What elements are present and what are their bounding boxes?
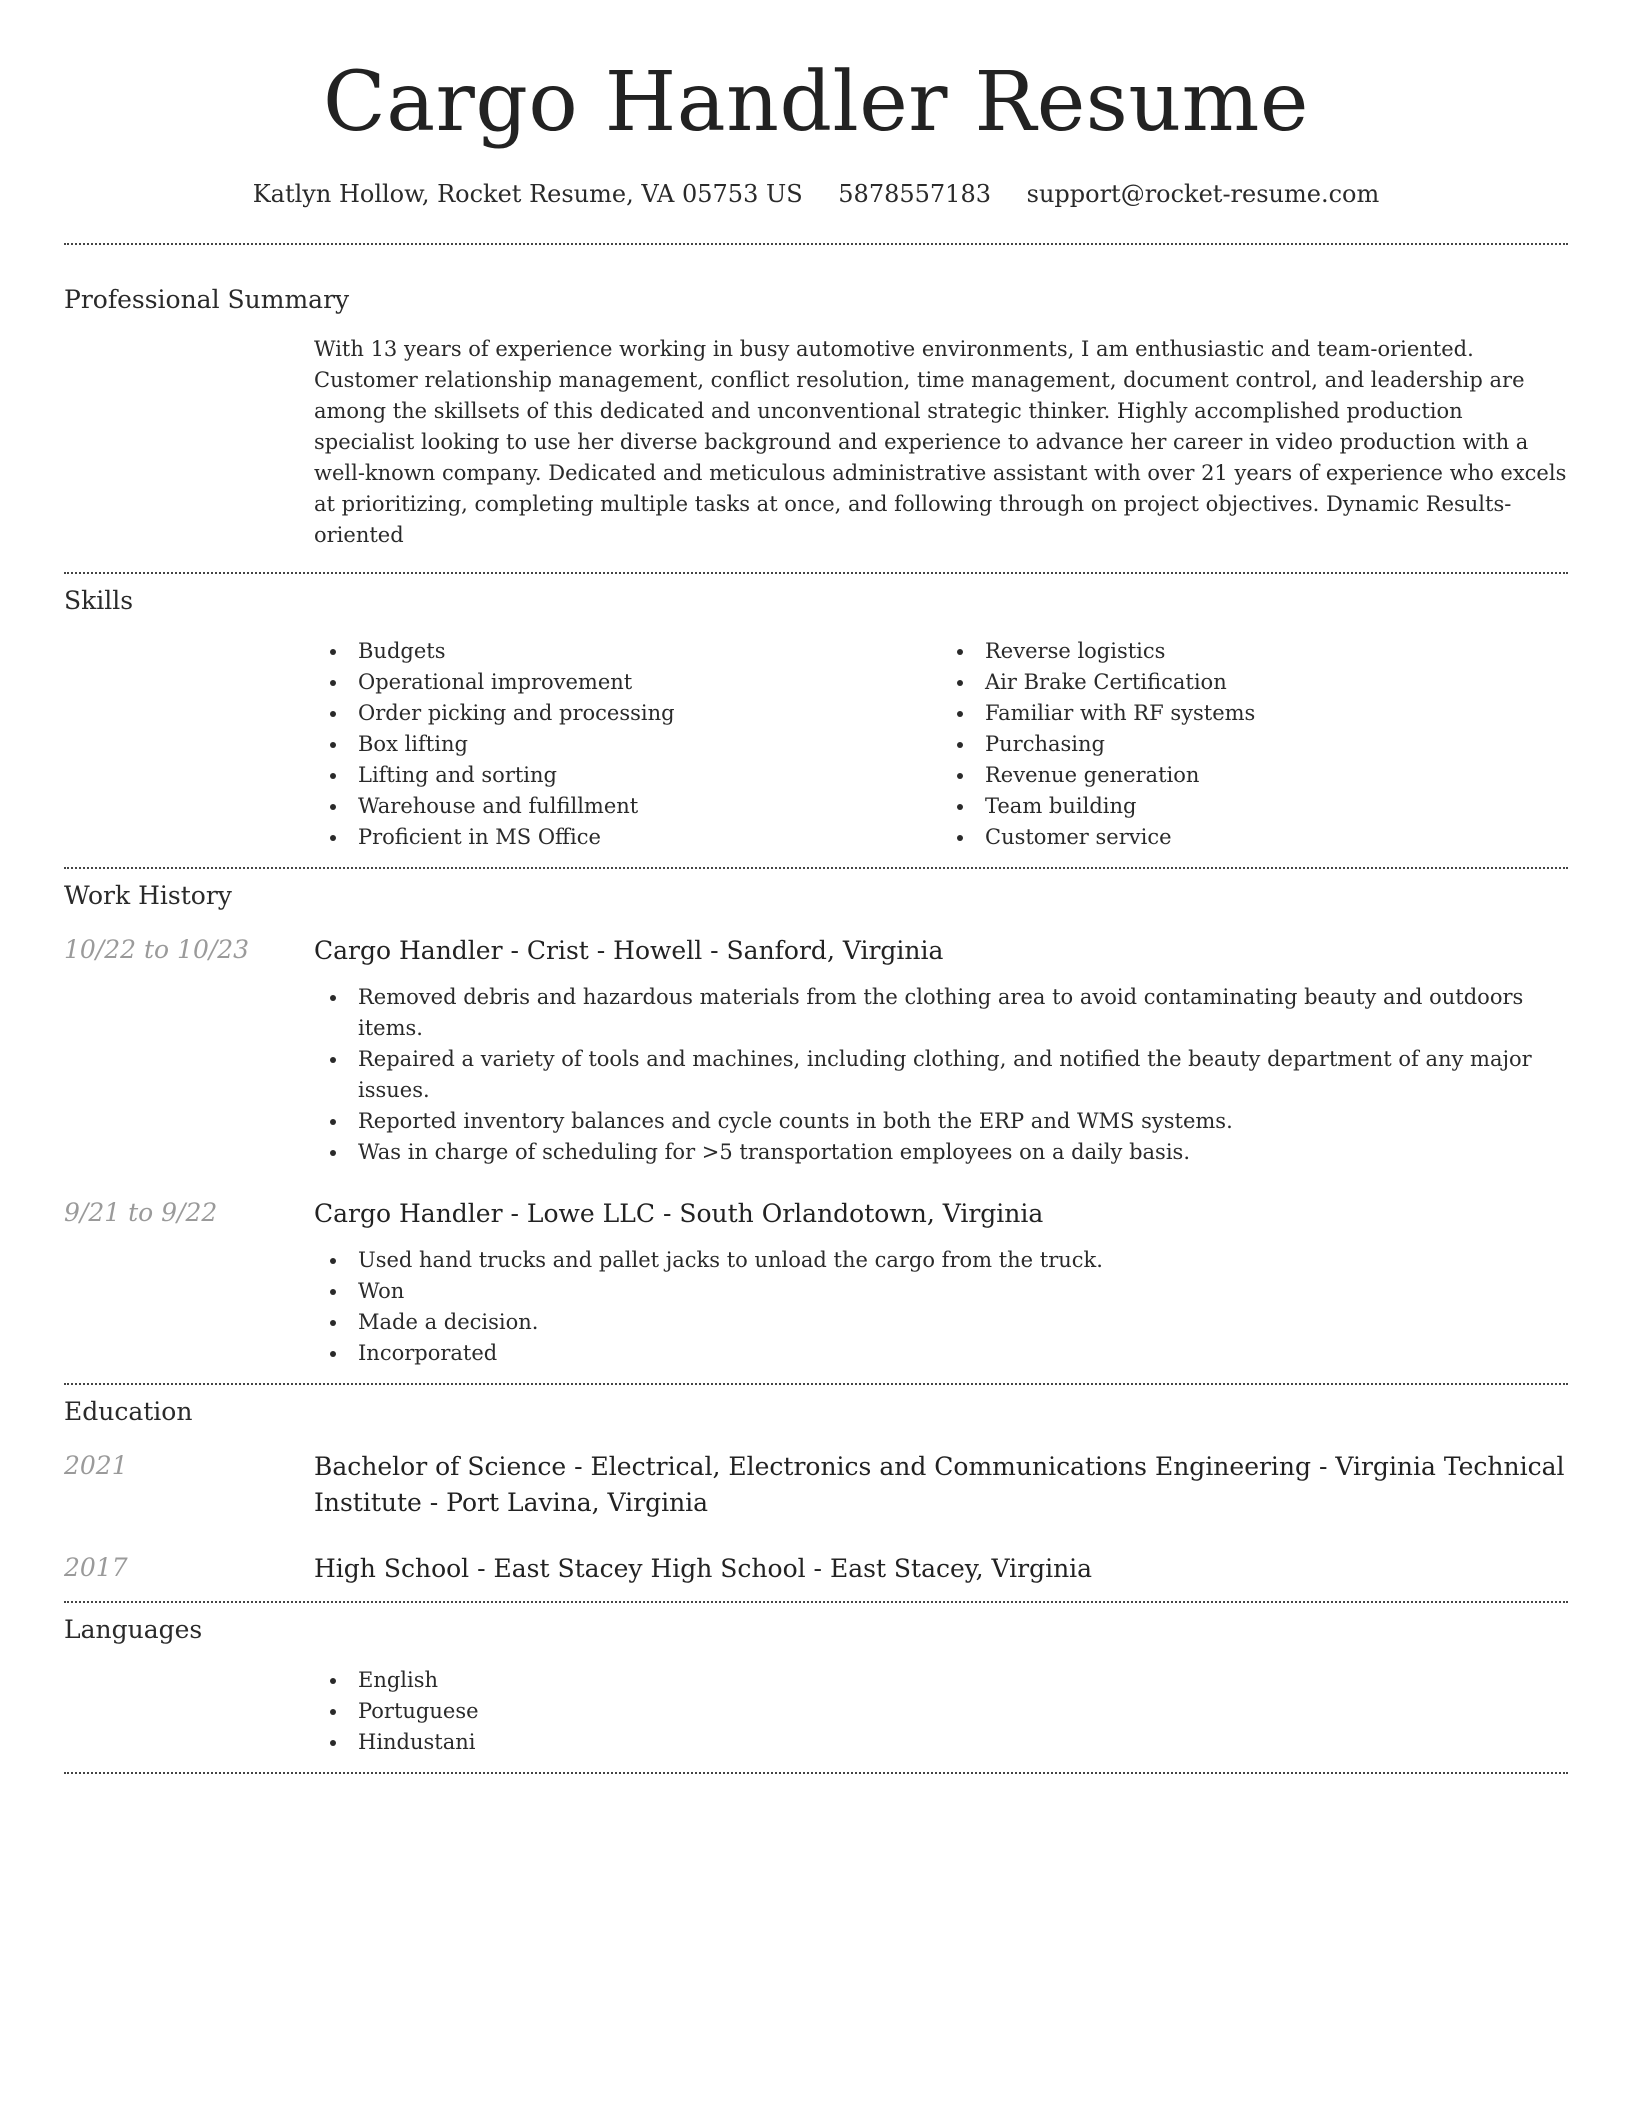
skill-item: Reverse logistics	[941, 636, 1568, 667]
job-bullets	[314, 1245, 1568, 1369]
job-bullet: Made a decision.	[314, 1307, 1568, 1338]
summary-text: With 13 years of experience working in busy automotive environments, I am enthusiastic and team-oriented. Customer relationship management, conflict resolution, time management, document control, and leadership are among the skillsets of this dedicated and unconventional strategic thinker. Highly accomplished production specialist looking to use her diverse background and experience to advance her career in video production with a well-known company. Dedicated and meticulous administrative assistant with over 21 years of experience who excels at prioritizing, completing multiple tasks at once, and following through on project objectives. Dynamic Results-oriented	[314, 337, 1567, 547]
job-bullet: Used hand trucks and pallet jacks to unload the cargo from the truck.	[314, 1245, 1568, 1276]
job-bullets	[314, 982, 1568, 1168]
skill-item: Purchasing	[941, 729, 1568, 760]
skill-item: Team building	[941, 791, 1568, 822]
languages-section	[64, 1603, 1568, 1758]
job-dates: 9/21 to 9/22	[64, 1198, 218, 1227]
skill-item: Operational improvement	[314, 667, 941, 698]
contact-address: Katlyn Hollow, Rocket Resume, VA 05753 US	[252, 180, 803, 208]
contact-phone: 5878557183	[838, 180, 991, 208]
job-bullet: Removed debris and hazardous materials from the clothing area to avoid contaminating beauty and outdoors items.	[314, 982, 1568, 1044]
skills-heading: Skills	[64, 586, 134, 615]
education-entry	[64, 1551, 1568, 1587]
skills-list-right	[941, 636, 1568, 853]
work-heading: Work History	[64, 881, 232, 910]
skills-section	[64, 574, 1568, 853]
education-entry	[64, 1449, 1568, 1521]
language-item: Hindustani	[314, 1727, 1568, 1758]
language-item: English	[314, 1665, 1568, 1696]
education-year: 2017	[64, 1553, 128, 1582]
skill-item: Box lifting	[314, 729, 941, 760]
skill-item: Warehouse and fulfillment	[314, 791, 941, 822]
languages-heading: Languages	[64, 1615, 203, 1644]
job-bullet: Was in charge of scheduling for >5 transportation employees on a daily basis.	[314, 1137, 1568, 1168]
skill-item: Air Brake Certification	[941, 667, 1568, 698]
skill-item: Revenue generation	[941, 760, 1568, 791]
contact-email: support@rocket-resume.com	[1026, 180, 1380, 208]
job-dates: 10/22 to 10/23	[64, 935, 250, 964]
job-title: Cargo Handler - Lowe LLC - South Orlandotown, Virginia	[314, 1199, 1044, 1228]
education-title: Bachelor of Science - Electrical, Electronics and Communications Engineering - Virginia Technical Institute - Port Lavina, Virginia	[314, 1452, 1565, 1517]
skill-item: Budgets	[314, 636, 941, 667]
job-bullet: Won	[314, 1276, 1568, 1307]
summary-section	[64, 245, 1568, 551]
job-entry	[64, 933, 1568, 1168]
divider	[64, 1772, 1568, 1774]
education-heading: Education	[64, 1397, 193, 1426]
skills-list-left	[314, 636, 941, 853]
skill-item: Familiar with RF systems	[941, 698, 1568, 729]
skill-item: Customer service	[941, 822, 1568, 853]
skill-item: Order picking and processing	[314, 698, 941, 729]
education-section	[64, 1385, 1568, 1587]
job-bullet: Incorporated	[314, 1338, 1568, 1369]
summary-heading: Professional Summary	[64, 285, 350, 314]
contact-line	[64, 178, 1568, 210]
job-title: Cargo Handler - Crist - Howell - Sanford, Virginia	[314, 936, 944, 965]
job-entry	[64, 1196, 1568, 1369]
resume-title: Cargo Handler Resume	[323, 55, 1309, 150]
languages-list	[314, 1665, 1568, 1758]
skill-item: Proficient in MS Office	[314, 822, 941, 853]
job-bullet: Repaired a variety of tools and machines, including clothing, and notified the beauty department of any major issues.	[314, 1044, 1568, 1106]
skill-item: Lifting and sorting	[314, 760, 941, 791]
language-item: Portuguese	[314, 1696, 1568, 1727]
job-bullet: Reported inventory balances and cycle counts in both the ERP and WMS systems.	[314, 1106, 1568, 1137]
work-section	[64, 869, 1568, 1369]
education-year: 2021	[64, 1451, 128, 1480]
education-title: High School - East Stacey High School - East Stacey, Virginia	[314, 1554, 1093, 1583]
